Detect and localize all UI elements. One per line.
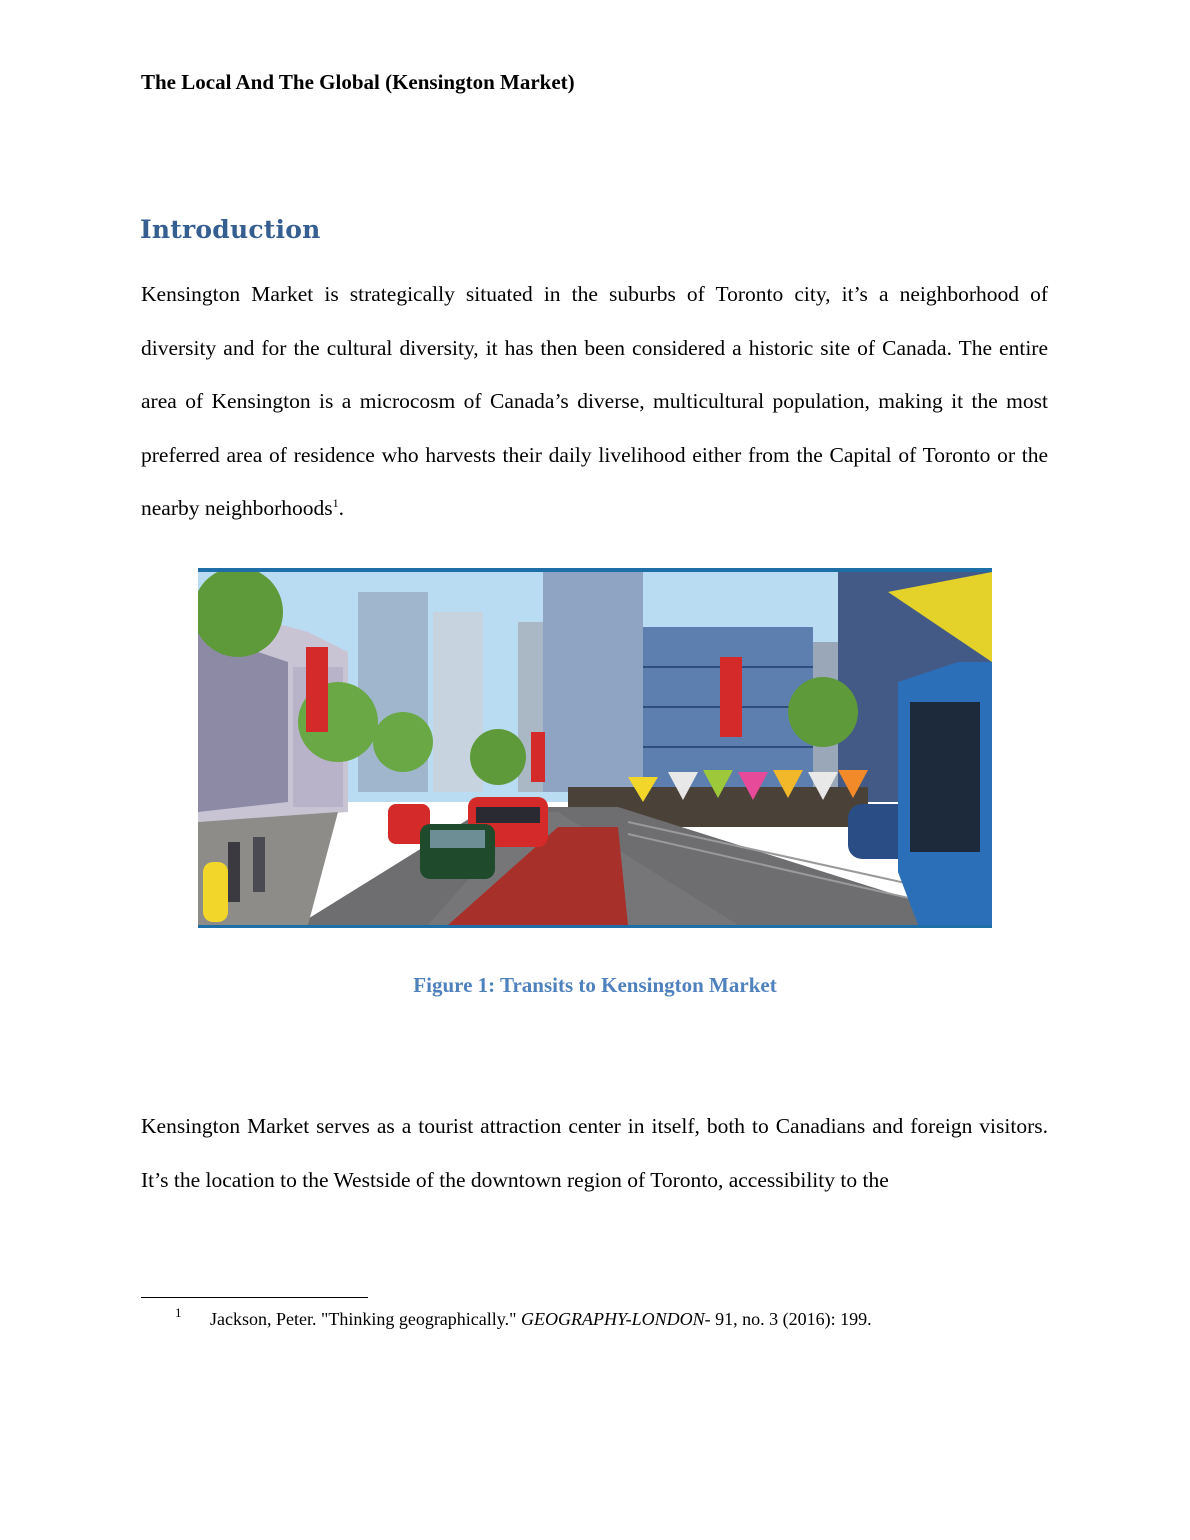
page-header-title: The Local And The Global (Kensington Market): [141, 70, 575, 94]
figure-street-illustration: [198, 568, 992, 928]
footnote-citation: [210, 1309, 872, 1330]
footnote-separator: [141, 1297, 368, 1298]
paragraph-introduction-text: Kensington Market is strategically situated in the suburbs of Toronto city, it’s a neighborhood of diversity and for the cultural diversity, it has then been considered a historic site of Canada. The entire area of Kensington is a microcosm of Canada’s diverse, multicultural population, making it the most preferred area of residence who harvests their daily livelihood either from the Capital of Toronto or the nearby neighborhoods: [141, 282, 1048, 520]
footnote-reference[interactable]: 1: [332, 495, 339, 510]
footnote-text-after: 91, no. 3 (2016): 199.: [710, 1309, 872, 1329]
paragraph-introduction-end: .: [338, 496, 345, 520]
paragraph-introduction: [141, 268, 1048, 536]
footnote-text-before: Jackson, Peter. "Thinking geographically.": [210, 1309, 521, 1329]
section-heading-introduction: Introduction: [140, 215, 321, 244]
paragraph-tourism: Kensington Market serves as a tourist attraction center in itself, both to Canadians and foreign visitors. It’s the location to the Westside of the downtown region of Toronto, accessibility to the: [141, 1114, 1048, 1192]
footnote-journal: GEOGRAPHY-LONDON-: [520, 1309, 711, 1329]
footnote-number: 1: [175, 1305, 182, 1320]
street-scene-image: [198, 572, 992, 925]
figure-caption: Figure 1: Transits to Kensington Market: [413, 973, 777, 997]
